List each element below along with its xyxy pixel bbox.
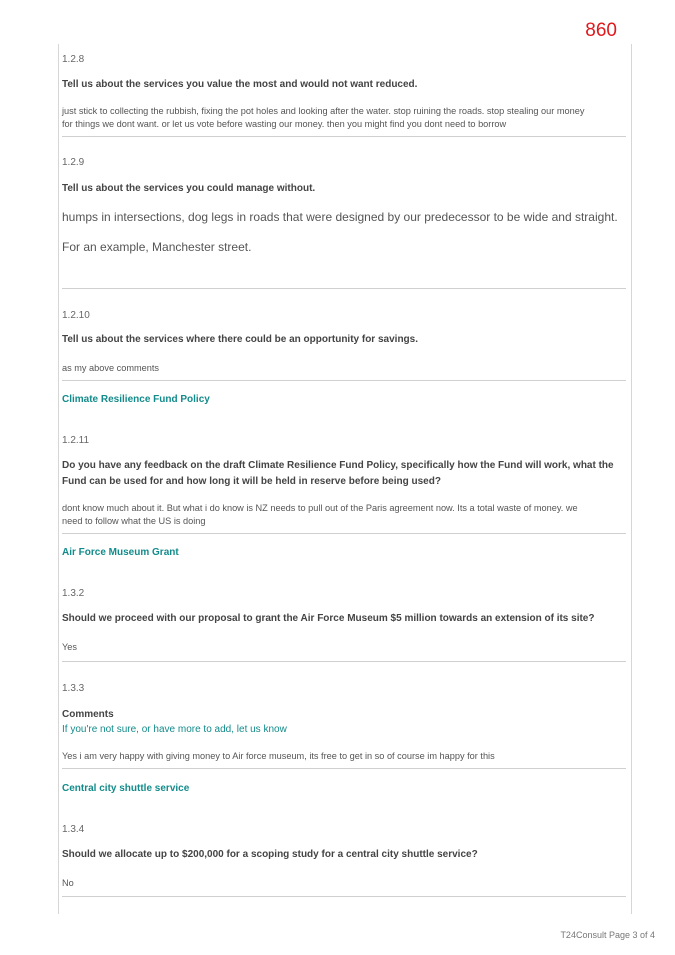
question-text: Tell us about the services you could manage without.	[62, 183, 316, 194]
answer-line: as my above comments	[62, 363, 160, 373]
answer-line: For an example, Manchester street.	[62, 240, 252, 254]
divider	[62, 768, 626, 769]
page-footer: T24Consult Page 3 of 4	[560, 930, 655, 940]
section-heading: Climate Resilience Fund Policy	[62, 394, 210, 405]
divider	[62, 661, 626, 662]
question-number: 1.3.4	[62, 824, 85, 835]
answer-line: just stick to collecting the rubbish, fixing the pot holes and looking after the water. stop ruining the roads. stop stealing our money	[62, 106, 585, 116]
divider	[62, 896, 626, 897]
question-hint: If you're not sure, or have more to add, let us know	[62, 724, 287, 735]
answer-line: No	[62, 878, 74, 888]
answer-line: Yes	[62, 642, 77, 652]
divider	[62, 533, 626, 534]
question-text: Fund can be used for and how long it will be held in reserve before being used?	[62, 476, 441, 487]
divider	[62, 380, 626, 381]
question-text: Should we allocate up to $200,000 for a scoping study for a central city shuttle service?	[62, 849, 478, 860]
answer-line: Yes i am very happy with giving money to Air force museum, its free to get in so of course im happy for this	[62, 751, 495, 761]
page-number: 860	[585, 20, 617, 41]
divider	[62, 288, 626, 289]
question-number: 1.2.8	[62, 54, 85, 65]
section-heading: Central city shuttle service	[62, 783, 190, 794]
answer-line: dont know much about it. But what i do know is NZ needs to pull out of the Paris agreement now. Its a total waste of money. we	[62, 503, 578, 513]
question-number: 1.2.9	[62, 157, 85, 168]
question-text: Comments	[62, 709, 114, 720]
question-number: 1.2.11	[62, 435, 90, 446]
question-text: Do you have any feedback on the draft Climate Resilience Fund Policy, specifically how the Fund will work, what the	[62, 460, 614, 471]
question-number: 1.2.10	[62, 310, 90, 321]
divider	[62, 136, 626, 137]
question-text: Should we proceed with our proposal to grant the Air Force Museum $5 million towards an extension of its site?	[62, 613, 595, 624]
answer-line: for things we dont want. or let us vote before wasting our money. then you might find you dont need to borrow	[62, 119, 507, 129]
answer-line: need to follow what the US is doing	[62, 516, 206, 526]
question-number: 1.3.2	[62, 588, 85, 599]
question-text: Tell us about the services you value the most and would not want reduced.	[62, 79, 418, 90]
answer-line: humps in intersections, dog legs in roads that were designed by our predecessor to be wide and straight.	[62, 210, 618, 224]
question-number: 1.3.3	[62, 683, 85, 694]
section-heading: Air Force Museum Grant	[62, 547, 179, 558]
question-text: Tell us about the services where there could be an opportunity for savings.	[62, 334, 419, 345]
